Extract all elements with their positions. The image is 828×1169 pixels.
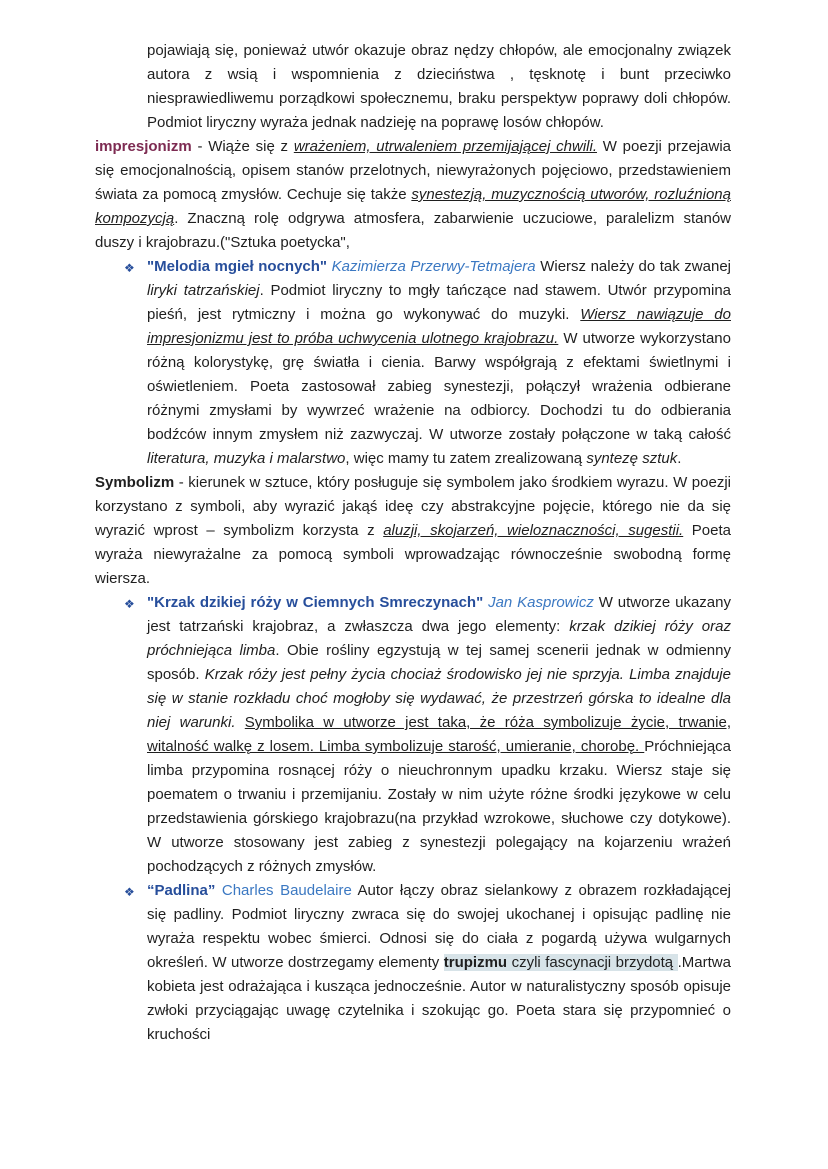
text-run: Jan Kasprowicz bbox=[488, 594, 599, 611]
text-run: Symbolizm bbox=[95, 474, 175, 491]
text-run: , więc mamy tu zatem zrealizowaną bbox=[345, 450, 587, 467]
text-run: Próchniejąca limba przypomina rosnącej róży o nieuchronnym upadku krzaku. Wiersz staje się poematem o trwaniu i przemijaniu. Zostały w nim użyte różne środki językowe w celu przedstawienia górskiego krajobrazu(na przykład wzrokowe, słuchowe czy dotykowe). W utworze stosowany jest zabieg z synestezji polegający na kojarzeniu wrażeń pochodzących z różnych zmysłów. bbox=[147, 738, 731, 875]
text-run: impresjonizm bbox=[95, 138, 192, 155]
text-run: trupizmu bbox=[443, 954, 508, 971]
text-run: Poeta wyraża niewyrażalne za pomocą symboli wprowadzając równocześnie swobodną formę wiersza. bbox=[95, 522, 731, 587]
text-run: . Obie rośliny egzystują w tej samej scenerii jednak w odmienny sposób. bbox=[147, 642, 731, 683]
diamond-bullet-icon: ❖ bbox=[124, 597, 135, 611]
text-run: Charles Baudelaire bbox=[221, 882, 358, 899]
paragraph bbox=[147, 39, 731, 135]
text-run: - Wiąże się z bbox=[191, 138, 294, 155]
document-body bbox=[95, 39, 731, 1047]
text-run: "Krzak dzikiej róży w Ciemnych Smreczynach" bbox=[147, 594, 489, 611]
paragraph bbox=[95, 135, 731, 255]
text-run: Wiersz nawiązuje do impresjonizmu jest to próba uchwycenia ulotnego krajobrazu. bbox=[147, 306, 731, 347]
diamond-bullet-icon: ❖ bbox=[124, 885, 135, 899]
text-run: . bbox=[677, 450, 682, 467]
text-run: "Melodia mgieł nocnych" bbox=[147, 258, 332, 275]
text-run: Autor łączy obraz sielankowy z obrazem rozkładającej się padliny. Podmiot liryczny zwraca się do swojej ukochanej i opisując padlinę nie wyraża respektu wobec śmierci. Odnosi się do ciała z pogardą używa wulgarnych określeń. W utworze dostrzegamy elementy bbox=[147, 882, 731, 971]
text-run: aluzji, skojarzeń, wieloznaczności, sugestii. bbox=[383, 522, 684, 539]
text-run: . Podmiot liryczny to mgły tańczące nad stawem. Utwór przypomina pieśń, jest rytmiczny i można go wykonywać do muzyki. bbox=[147, 282, 731, 323]
diamond-bullet-icon: ❖ bbox=[124, 261, 135, 275]
text-run: wrażeniem, utrwaleniem przemijającej chwili. bbox=[293, 138, 598, 155]
text-run: W utworze wykorzystano różną kolorystykę, grę światła i cienia. Barwy współgrają z efektami świetlnymi i oświetleniem. Poeta zastosował zabieg synestezji, połączył wrażenia odbierane różnymi zmysłami by wywrzeć wrażenie na odbiorcy. Dochodzi tu do odbierania bodźców innym zmysłem niż zazwyczaj. W utworze zostały połączone w taką całość bbox=[147, 330, 731, 443]
text-run: Krzak róży jest pełny życia chociaż środowisko jej nie sprzyja. Limba znajduje się w stanie rozkładu choć mogłoby się wydawać, że przestrzeń górska to idealne dla niej warunki. bbox=[147, 666, 731, 731]
text-run: W utworze ukazany jest tatrzański krajobraz, a zwłaszcza dwa jego elementy: bbox=[147, 594, 731, 635]
bullet-item bbox=[124, 255, 731, 471]
text-run: literatura, muzyka i malarstwo bbox=[147, 450, 346, 467]
text-run: “Padlina” bbox=[147, 882, 222, 899]
text-run: W poezji przejawia się emocjonalnością, opisem stanów przelotnych, niewyrażonych pojęciowo, przedstawieniem świata za pomocą zmysłów. Cechuje się także bbox=[95, 138, 731, 203]
text-run: . Znaczną rolę odgrywa atmosfera, zabarwienie uczuciowe, paralelizm stanów duszy i krajobrazu.("Sztuka poetycka", bbox=[95, 210, 731, 251]
text-run: - kierunek w sztuce, który posługuje się symbolem jako środkiem wyrazu. W poezji korzystano z symboli, aby wyrazić jakąś ideę czy abstrakcyjne pojęcie, którego nie da się wyrazić wprost – symbolizm korzysta z bbox=[95, 474, 731, 539]
text-run: syntezę sztuk bbox=[586, 450, 678, 467]
text-run: krzak dzikiej róży oraz próchniejąca limba bbox=[147, 618, 731, 659]
text-run: pojawiają się, ponieważ utwór okazuje obraz nędzy chłopów, ale emocjonalny związek autora z wsią i wspomnienia z dzieciństwa , tęsknotę i bunt przeciwko niesprawiedliwemu porządkowi społecznemu, braku perspektyw poprawy doli chłopów. Podmiot liryczny wyraża jednak nadzieję na poprawę losów chłopów. bbox=[147, 42, 731, 131]
text-run: .Martwa kobieta jest odrażająca i kusząca jednocześnie. Autor w naturalistyczny sposób opisuje zwłoki przyciągając uwagę czytelnika i szokując go. Poeta stara się przypomnieć o kruchości bbox=[147, 954, 731, 1043]
bullet-item bbox=[124, 591, 731, 879]
text-run: czyli fascynacji brzydotą bbox=[507, 954, 678, 971]
text-run: Kazimierza Przerwy-Tetmajera bbox=[331, 258, 541, 275]
text-run: liryki tatrzańskiej bbox=[147, 282, 260, 299]
text-run: Symbolika w utworze jest taka, że róża symbolizuje życie, trwanie, witalność walkę z losem. Limba symbolizuje starość, umieranie, chorobę. bbox=[147, 714, 731, 755]
bullet-item bbox=[124, 879, 731, 1047]
text-run: synestezją, muzycznością utworów, rozluźnioną kompozycją bbox=[95, 186, 731, 227]
text-run: Wiersz należy do tak zwanej bbox=[540, 258, 731, 275]
paragraph bbox=[95, 471, 731, 591]
